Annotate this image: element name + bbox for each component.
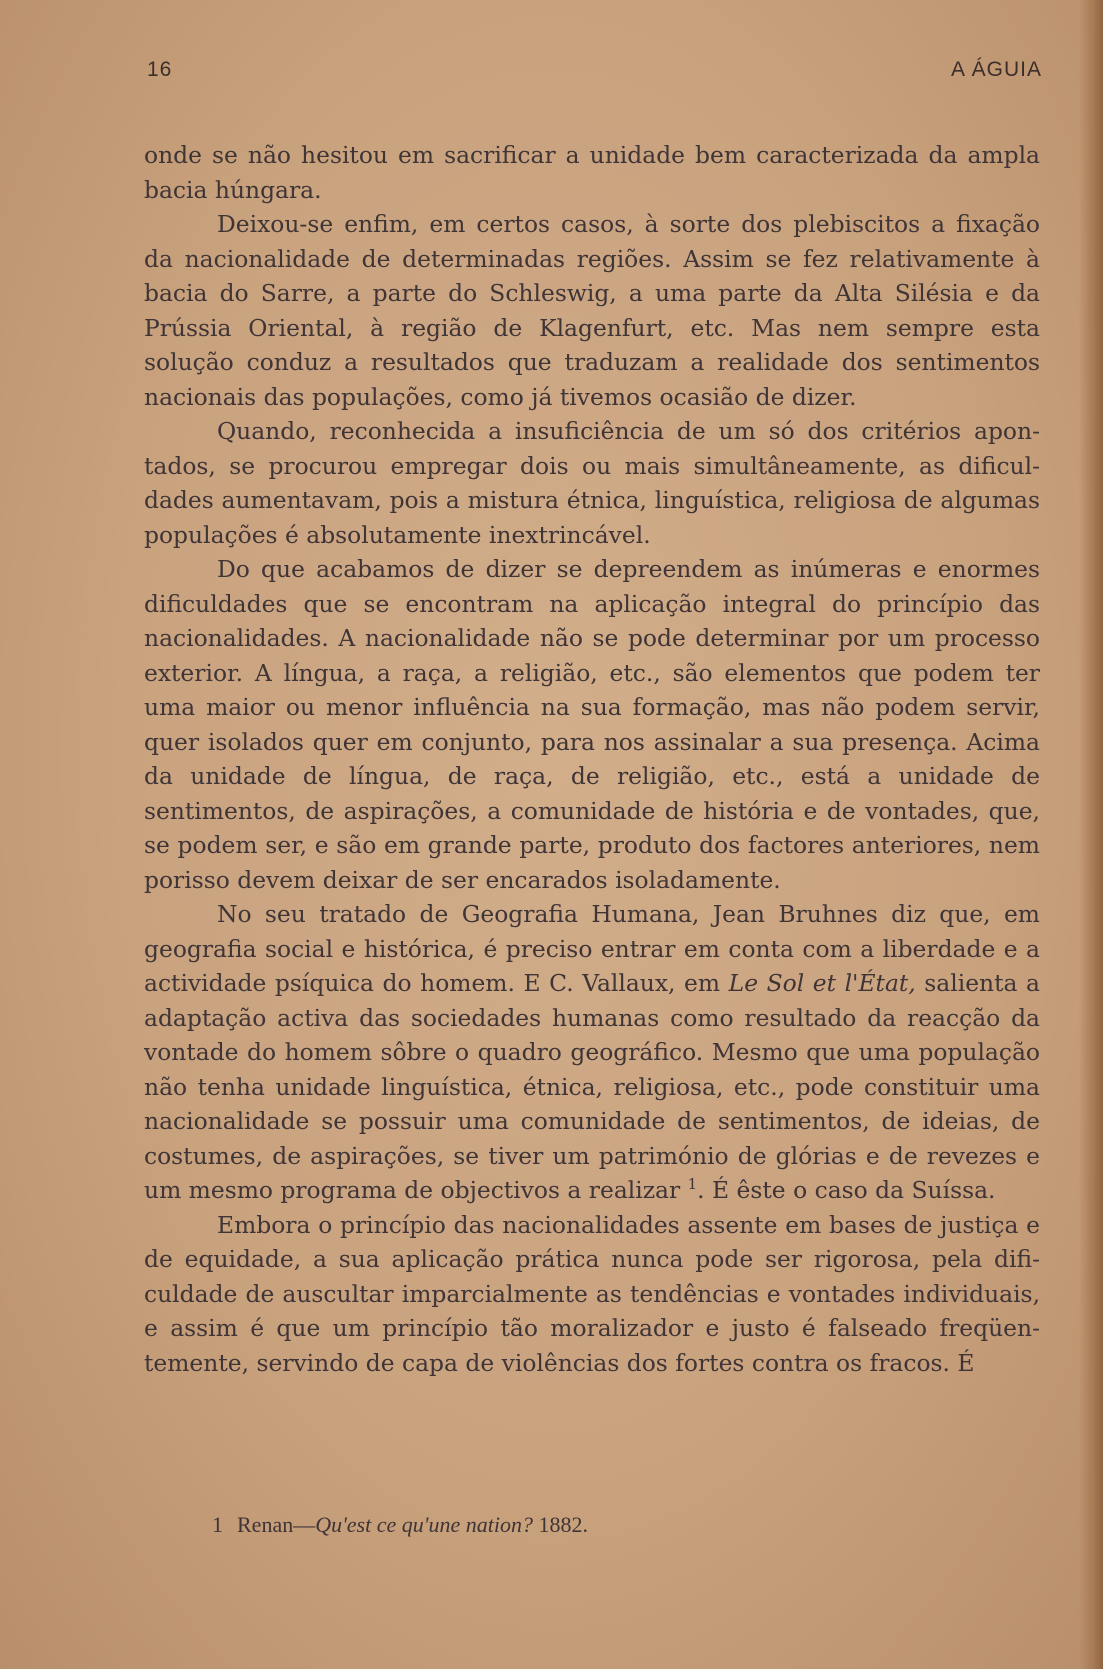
paragraph-text: . É êste o caso da Suíssa. xyxy=(697,1176,996,1204)
footnote-mark: 1 xyxy=(687,1175,698,1194)
page-header xyxy=(147,58,1042,82)
body-text xyxy=(144,138,1040,1380)
paragraph-text: No seu tratado de Geografia Humana, Jean Bruhnes diz que, em geografia social e histórica, é preciso entrar em conta com a liberdade e a actividade psíquica do homem. E C. Vallaux, em xyxy=(144,900,1040,997)
paragraph xyxy=(144,897,1040,1208)
footnote-year: 1882. xyxy=(532,1512,588,1537)
footnote xyxy=(212,1512,588,1538)
footnote-author: Renan— xyxy=(237,1512,316,1537)
page-number: 16 xyxy=(147,58,173,81)
paragraph-text: salienta a adaptação activa das sociedades humanas como resultado da reacção da vontade do homem sôbre o quadro geográfico. Mesmo que uma população não tenha unidade linguística, étnica, religiosa, etc., pode constituir uma nacionalidade se possuir uma comunidade de sentimentos, de ideias, de costumes, de aspirações, se tiver um património de glórias e de revezes e um mesmo programa de objectivos a realizar xyxy=(144,969,1040,1204)
paragraph: onde se não hesitou em sacrificar a unidade bem caracterizada da ampla bacia húngara. xyxy=(144,141,1040,204)
paragraph: Embora o princípio das nacionalidades assente em bases de justiça e de equidade, a sua aplicação prática nunca pode ser rigorosa, pela dificuldade de auscultar imparcialmente as tendências e vontades individuais, e assim é que um princípio tão moralizador e justo é falseado freqüentemente, servindo de capa de violências dos fortes contra os fracos. É xyxy=(144,1210,1040,1377)
paragraph: Quando, reconhecida a insuficiência de um só dos critérios apontados, se procurou empregar dois ou mais simultâneamente, as dificuldades aumentavam, pois a mistura étnica, linguística, religiosa de algumas populações é absolutamente inextrincável. xyxy=(144,417,1040,549)
work-title: Le Sol et l'État, xyxy=(728,969,916,997)
footnote-title: Qu'est ce qu'une nation? xyxy=(315,1512,533,1537)
paragraph: Do que acabamos de dizer se depreendem as inúmeras e enormes dificuldades que se encontram na aplicação integral do princípio das nacionalidades. A nacionalidade não se pode determinar por um processo exterior. A língua, a raça, a religião, etc., são elementos que podem ter uma maior ou menor influência na sua formação, mas não podem servir, quer isolados quer em conjunto, para nos assinalar a sua presença. Acima da unidade de língua, de raça, de religião, etc., está a unidade de sentimentos, de aspirações, a comunidade de história e de vontades, que, se podem ser, e são em grande parte, produto dos factores anteriores, nem porisso devem deixar de ser encarados isoladamente. xyxy=(144,555,1040,894)
footnote-number: 1 xyxy=(212,1512,223,1537)
paragraph: Deixou-se enfim, em certos casos, à sorte dos plebiscitos a fixação da nacionalidade de determinadas regiões. Assim se fez relativamente à bacia do Sarre, a parte do Schleswig, a uma parte da Alta Silésia e da Prússia Oriental, à região de Klagenfurt, etc. Mas nem sempre esta solução conduz a resultados que traduzam a realidade dos sentimentos nacionais das populações, como já tivemos ocasião de dizer. xyxy=(144,210,1040,411)
running-title: A ÁGUIA xyxy=(950,58,1042,81)
